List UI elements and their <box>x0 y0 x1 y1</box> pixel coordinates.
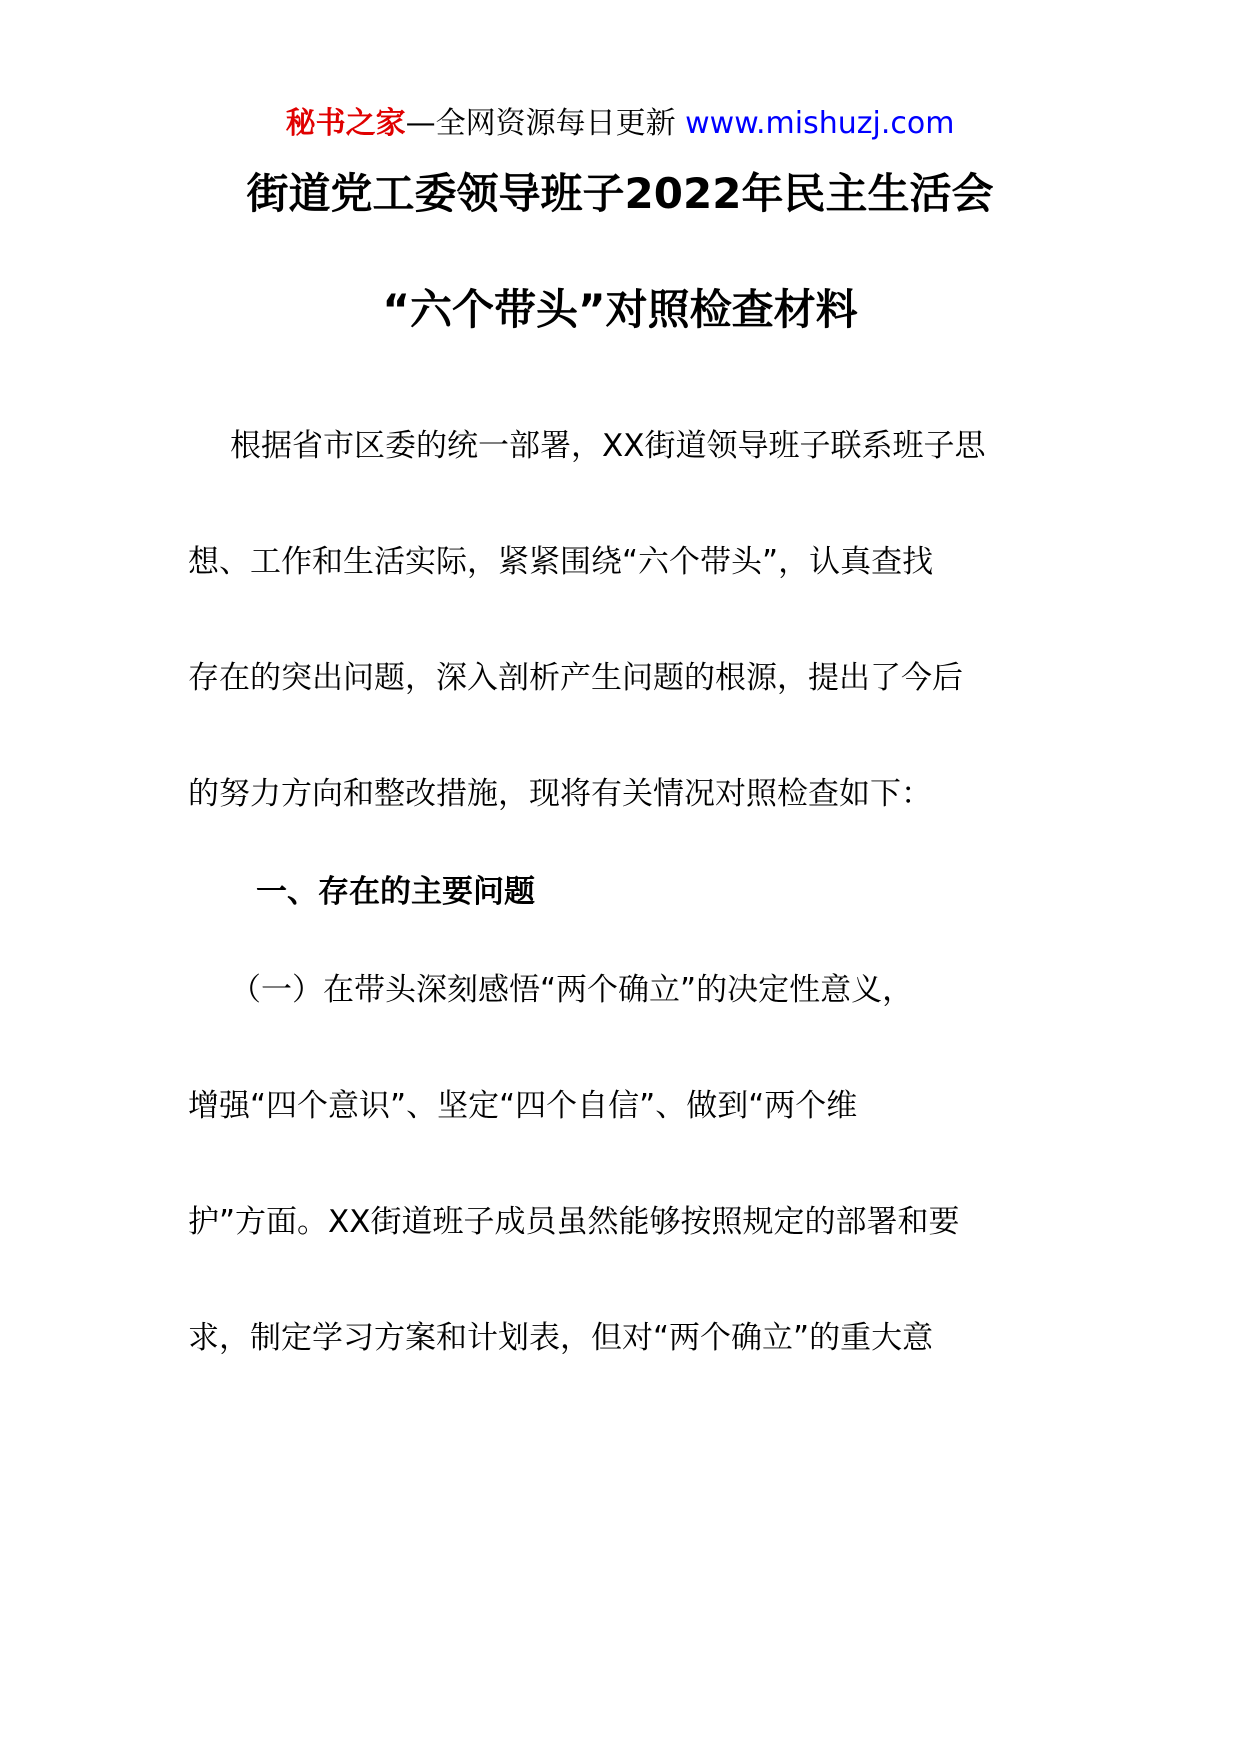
document-title-line-1: 街道党工委领导班子2022年民主生活会 <box>246 169 994 218</box>
subsection-paragraph-line: 求，制定学习方案和计划表，但对“两个确立”的重大意 <box>188 1320 934 1356</box>
brand-name: 秘书之家 <box>285 106 406 141</box>
intro-paragraph-line: 的努力方向和整改措施，现将有关情况对照检查如下： <box>188 776 932 812</box>
section-heading: 一、存在的主要问题 <box>256 874 535 910</box>
subsection-paragraph-line: 增强“四个意识”、坚定“四个自信”、做到“两个维 <box>188 1088 858 1124</box>
site-url-link[interactable]: www.mishuzj.com <box>685 106 955 141</box>
source-header <box>0 102 1240 146</box>
header-tagline: —全网资源每日更新 <box>405 106 686 141</box>
subsection-paragraph-line: （一）在带头深刻感悟“两个确立”的决定性意义， <box>230 972 914 1008</box>
intro-paragraph-line: 想、工作和生活实际，紧紧围绕“六个带头”，认真查找 <box>188 544 934 580</box>
document-title-line-2: “六个带头”对照检查材料 <box>382 285 858 334</box>
intro-paragraph-line: 存在的突出问题，深入剖析产生问题的根源，提出了今后 <box>188 660 963 696</box>
intro-paragraph-line: 根据省市区委的统一部署，XX街道领导班子联系班子思 <box>230 428 986 464</box>
subsection-paragraph-line: 护”方面。XX街道班子成员虽然能够按照规定的部署和要 <box>188 1204 960 1240</box>
